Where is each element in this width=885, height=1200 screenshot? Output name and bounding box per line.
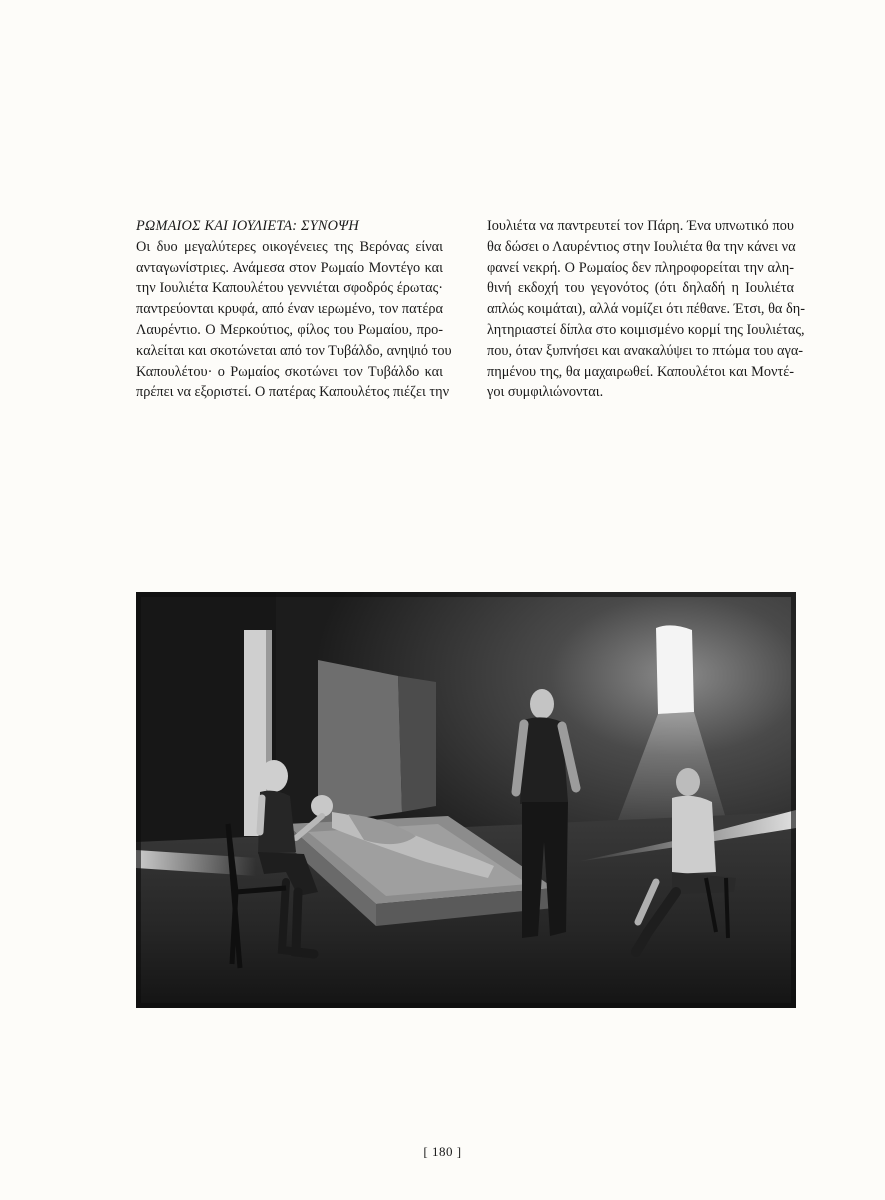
text-line: θα δώσει ο Λαυρέντιος στην Ιουλιέτα θα την κάνει να: [487, 238, 796, 255]
text-line: φανεί νεκρή. Ο Ρωμαίος δεν πληροφορείται την αλη-: [487, 259, 794, 276]
left-column-body: [136, 237, 452, 403]
text-line: πημένου της, θα μαχαιρωθεί. Καπουλέτοι και Μοντέ-: [487, 363, 794, 380]
text-line: γοι συμφιλιώνονται.: [487, 384, 604, 401]
text-line: απλώς κοιμάται), αλλά νομίζει ότι πέθανε. Έτσι, θα δη-: [487, 301, 805, 318]
text-line: παντρεύονται κρυφά, από έναν ιερωμένο, τον πατέρα: [136, 301, 443, 318]
text-line: Ιουλιέτα να παντρευτεί τον Πάρη. Ένα υπνωτικό που: [487, 218, 794, 234]
page-number: [ 180 ]: [423, 1144, 462, 1159]
text-line: πρέπει να εξοριστεί. Ο πατέρας Καπουλέτος πιέζει την: [136, 384, 450, 401]
text-line: Καπουλέτου· ο Ρωμαίος σκοτώνει τον Τυβάλδο και: [136, 363, 443, 380]
left-column: [136, 216, 452, 403]
stage-photograph: [136, 592, 796, 1008]
text-line: την Ιουλιέτα Καπουλέτου γεννιέται σφοδρός έρωτας·: [136, 280, 443, 297]
right-column-body: [487, 216, 805, 403]
section-heading: ΡΩΜΑΙΟΣ ΚΑΙ ΙΟΥΛΙΕΤΑ: ΣΥΝΟΨΗ: [136, 218, 359, 234]
text-line: Οι δυο μεγαλύτερες οικογένειες της Βερόνας είναι: [136, 238, 443, 255]
text-line: λητηριαστεί δίπλα στο κοιμισμένο κορμί της Ιουλιέτας,: [487, 321, 805, 338]
text-line: καλείται και σκοτώνεται από τον Τυβάλδο, ανηψιό του: [136, 342, 452, 359]
right-column: [487, 216, 805, 403]
text-line: θινή εκδοχή του γεγονότος (ότι δηλαδή η Ιουλιέτα: [487, 280, 794, 297]
text-line: Λαυρέντιο. Ο Μερκούτιος, φίλος του Ρωμαίου, προ-: [136, 321, 443, 338]
text-line: ανταγωνίστριες. Ανάμεσα στον Ρωμαίο Μοντέγο και: [136, 259, 443, 276]
stage-photograph-image: [136, 592, 796, 1008]
text-line: που, όταν ξυπνήσει και ανακαλύψει το πτώμα του αγα-: [487, 342, 804, 359]
